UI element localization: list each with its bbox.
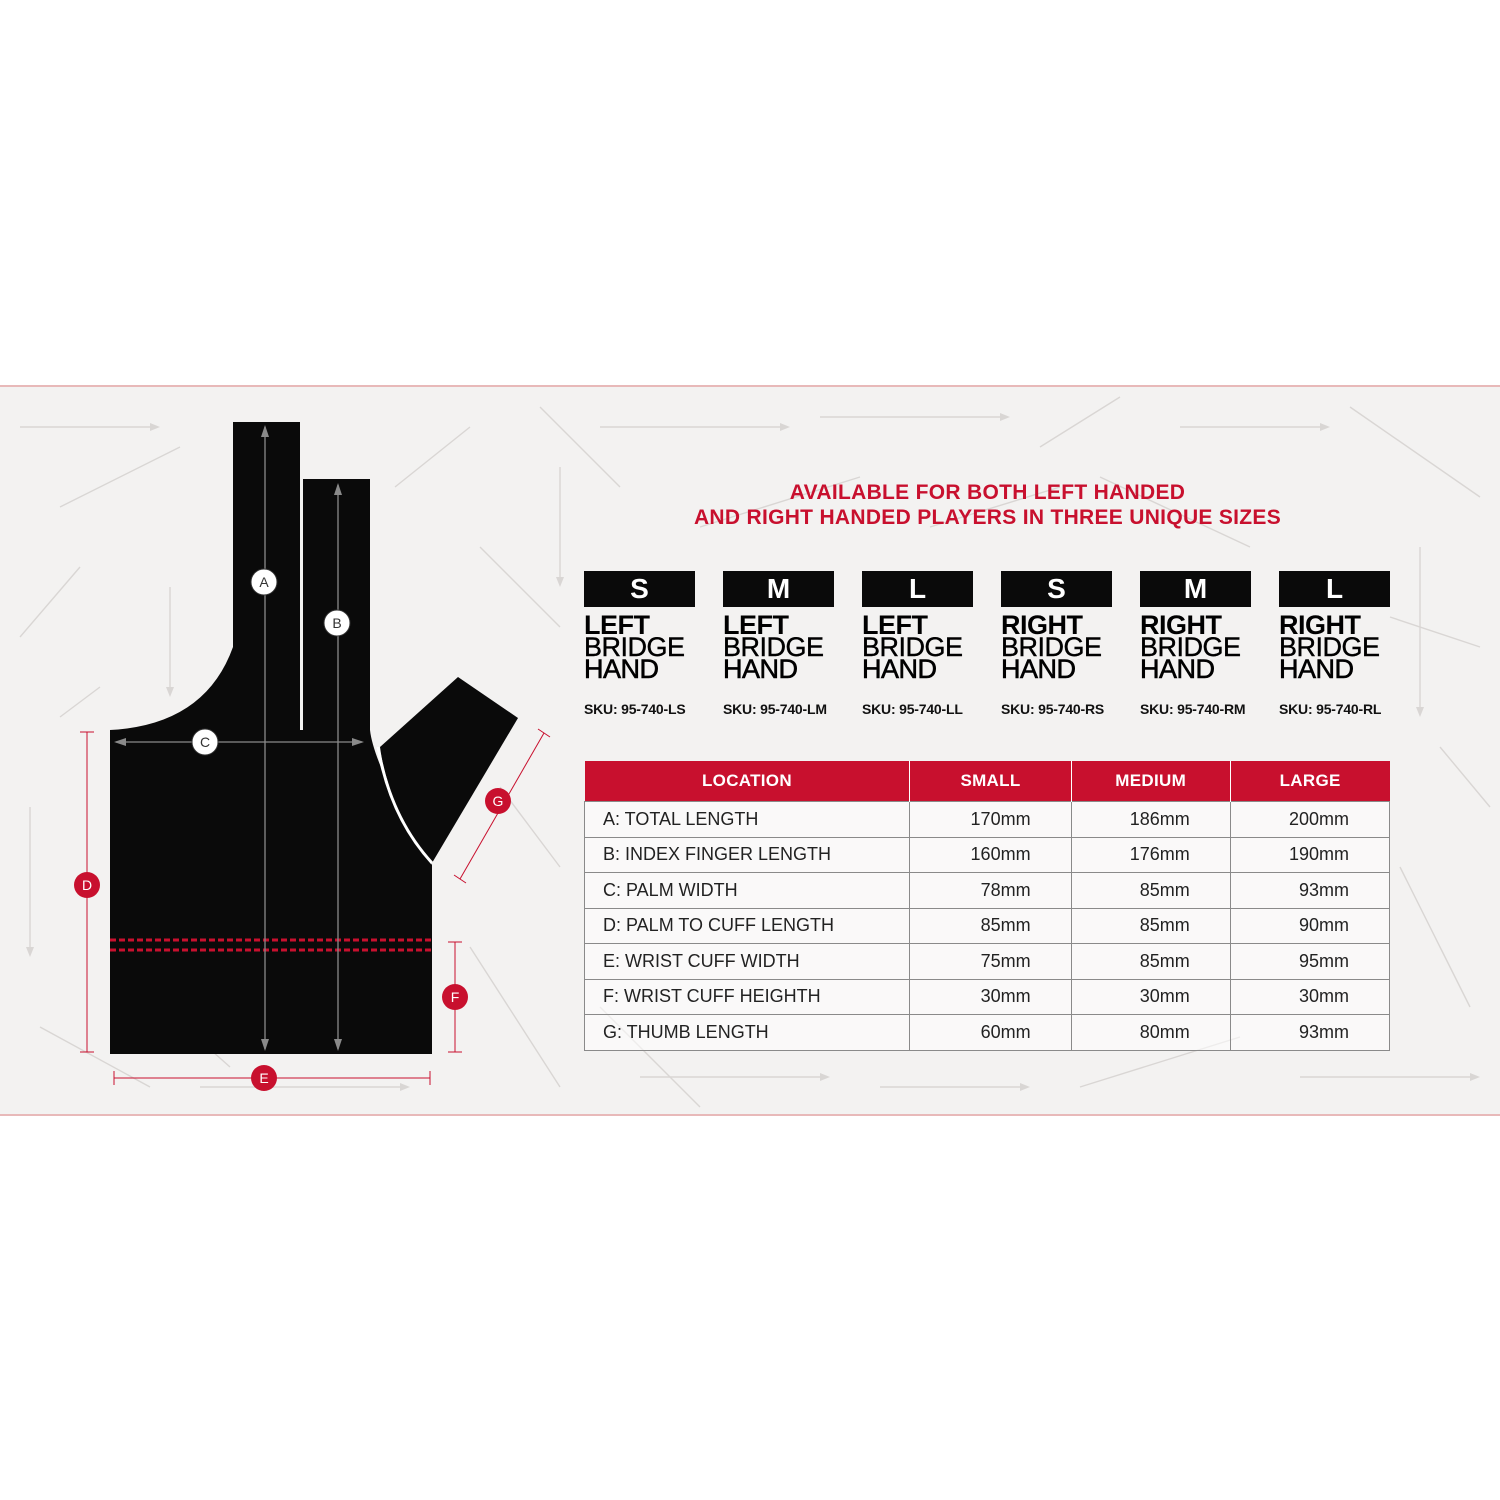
header-small: SMALL bbox=[910, 761, 1071, 802]
glove-diagram bbox=[0, 387, 560, 1116]
svg-text:G: G bbox=[492, 793, 504, 809]
cell-location: D: PALM TO CUFF LENGTH bbox=[585, 908, 910, 944]
bridge-word: BRIDGE bbox=[584, 632, 685, 662]
glove-body bbox=[110, 422, 432, 1054]
bridge-word: BRIDGE bbox=[1279, 632, 1380, 662]
dimension-label-g bbox=[485, 788, 511, 814]
hand-word: LEFT bbox=[723, 610, 789, 640]
table-row bbox=[585, 979, 1390, 1015]
cell-small: 60mm bbox=[910, 1015, 1071, 1051]
size-letter: M bbox=[723, 571, 834, 607]
sku-left-large: SKU: 95-740-LL bbox=[862, 701, 963, 717]
cell-small: 30mm bbox=[910, 979, 1071, 1015]
cell-medium: 176mm bbox=[1071, 837, 1230, 873]
hand-word: LEFT bbox=[862, 610, 928, 640]
cell-small: 170mm bbox=[910, 802, 1071, 838]
cell-medium: 85mm bbox=[1071, 873, 1230, 909]
size-card-right-large bbox=[1279, 571, 1390, 684]
cell-large: 30mm bbox=[1230, 979, 1389, 1015]
header-large: LARGE bbox=[1230, 761, 1389, 802]
table-row bbox=[585, 944, 1390, 980]
hand-label: HAND bbox=[862, 654, 937, 684]
table-row bbox=[585, 802, 1390, 838]
cell-large: 190mm bbox=[1230, 837, 1389, 873]
hand-word: RIGHT bbox=[1001, 610, 1083, 640]
hand-label: HAND bbox=[1140, 654, 1215, 684]
size-card-left-medium bbox=[723, 571, 834, 684]
size-card-left-small bbox=[584, 571, 695, 684]
size-letter: L bbox=[862, 571, 973, 607]
cell-small: 75mm bbox=[910, 944, 1071, 980]
cell-medium: 85mm bbox=[1071, 908, 1230, 944]
cell-location: G: THUMB LENGTH bbox=[585, 1015, 910, 1051]
size-card-right-medium bbox=[1140, 571, 1251, 684]
size-card-left-large bbox=[862, 571, 973, 684]
cell-small: 85mm bbox=[910, 908, 1071, 944]
header-location: LOCATION bbox=[585, 761, 910, 802]
size-table bbox=[584, 761, 1390, 1051]
cell-large: 95mm bbox=[1230, 944, 1389, 980]
sku-right-medium: SKU: 95-740-RM bbox=[1140, 701, 1246, 717]
cell-large: 200mm bbox=[1230, 802, 1389, 838]
hand-label: HAND bbox=[584, 654, 659, 684]
hand-label: HAND bbox=[1001, 654, 1076, 684]
sku-right-large: SKU: 95-740-RL bbox=[1279, 701, 1382, 717]
header-medium: MEDIUM bbox=[1071, 761, 1230, 802]
dimension-label-c bbox=[192, 729, 218, 755]
dimension-label-f bbox=[442, 984, 468, 1010]
dimension-label-d bbox=[74, 872, 100, 898]
sku-right-small: SKU: 95-740-RS bbox=[1001, 701, 1105, 717]
table-row bbox=[585, 873, 1390, 909]
svg-text:E: E bbox=[259, 1070, 269, 1086]
size-letter: L bbox=[1279, 571, 1390, 607]
cell-location: F: WRIST CUFF HEIGHTH bbox=[585, 979, 910, 1015]
cell-small: 78mm bbox=[910, 873, 1071, 909]
svg-text:B: B bbox=[332, 615, 342, 631]
cell-large: 90mm bbox=[1230, 908, 1389, 944]
bridge-word: BRIDGE bbox=[723, 632, 824, 662]
cell-medium: 85mm bbox=[1071, 944, 1230, 980]
svg-text:F: F bbox=[450, 989, 460, 1005]
cell-large: 93mm bbox=[1230, 873, 1389, 909]
hand-word: LEFT bbox=[584, 610, 650, 640]
size-letter: S bbox=[1001, 571, 1112, 607]
table-row bbox=[585, 908, 1390, 944]
bridge-word: BRIDGE bbox=[1140, 632, 1241, 662]
dimension-label-b bbox=[324, 610, 350, 636]
cell-medium: 80mm bbox=[1071, 1015, 1230, 1051]
dimension-label-e bbox=[251, 1065, 277, 1091]
cell-location: E: WRIST CUFF WIDTH bbox=[585, 944, 910, 980]
cell-location: A: TOTAL LENGTH bbox=[585, 802, 910, 838]
size-card-right-small bbox=[1001, 571, 1112, 684]
svg-text:C: C bbox=[199, 734, 211, 750]
table-row bbox=[585, 837, 1390, 873]
sku-left-medium: SKU: 95-740-LM bbox=[723, 701, 827, 717]
bridge-word: BRIDGE bbox=[862, 632, 963, 662]
size-letter: S bbox=[584, 571, 695, 607]
table-header-row bbox=[585, 761, 1390, 802]
hand-word: RIGHT bbox=[1279, 610, 1361, 640]
size-chart-banner bbox=[0, 385, 1500, 1116]
sku-left-small: SKU: 95-740-LS bbox=[584, 701, 686, 717]
cell-medium: 30mm bbox=[1071, 979, 1230, 1015]
table-row bbox=[585, 1015, 1390, 1051]
svg-text:D: D bbox=[81, 877, 93, 893]
svg-text:A: A bbox=[259, 574, 269, 590]
size-letter: M bbox=[1140, 571, 1251, 607]
hand-label: HAND bbox=[723, 654, 798, 684]
headline bbox=[560, 480, 1415, 530]
cell-large: 93mm bbox=[1230, 1015, 1389, 1051]
cell-small: 160mm bbox=[910, 837, 1071, 873]
cell-location: C: PALM WIDTH bbox=[585, 873, 910, 909]
headline-line-1: AVAILABLE FOR BOTH LEFT HANDED bbox=[789, 481, 1186, 504]
dimension-label-a bbox=[251, 569, 277, 595]
headline-line-2: AND RIGHT HANDED PLAYERS IN THREE UNIQUE SIZES bbox=[693, 506, 1282, 529]
hand-word: RIGHT bbox=[1140, 610, 1222, 640]
cell-medium: 186mm bbox=[1071, 802, 1230, 838]
cell-location: B: INDEX FINGER LENGTH bbox=[585, 837, 910, 873]
bridge-word: BRIDGE bbox=[1001, 632, 1102, 662]
hand-label: HAND bbox=[1279, 654, 1354, 684]
